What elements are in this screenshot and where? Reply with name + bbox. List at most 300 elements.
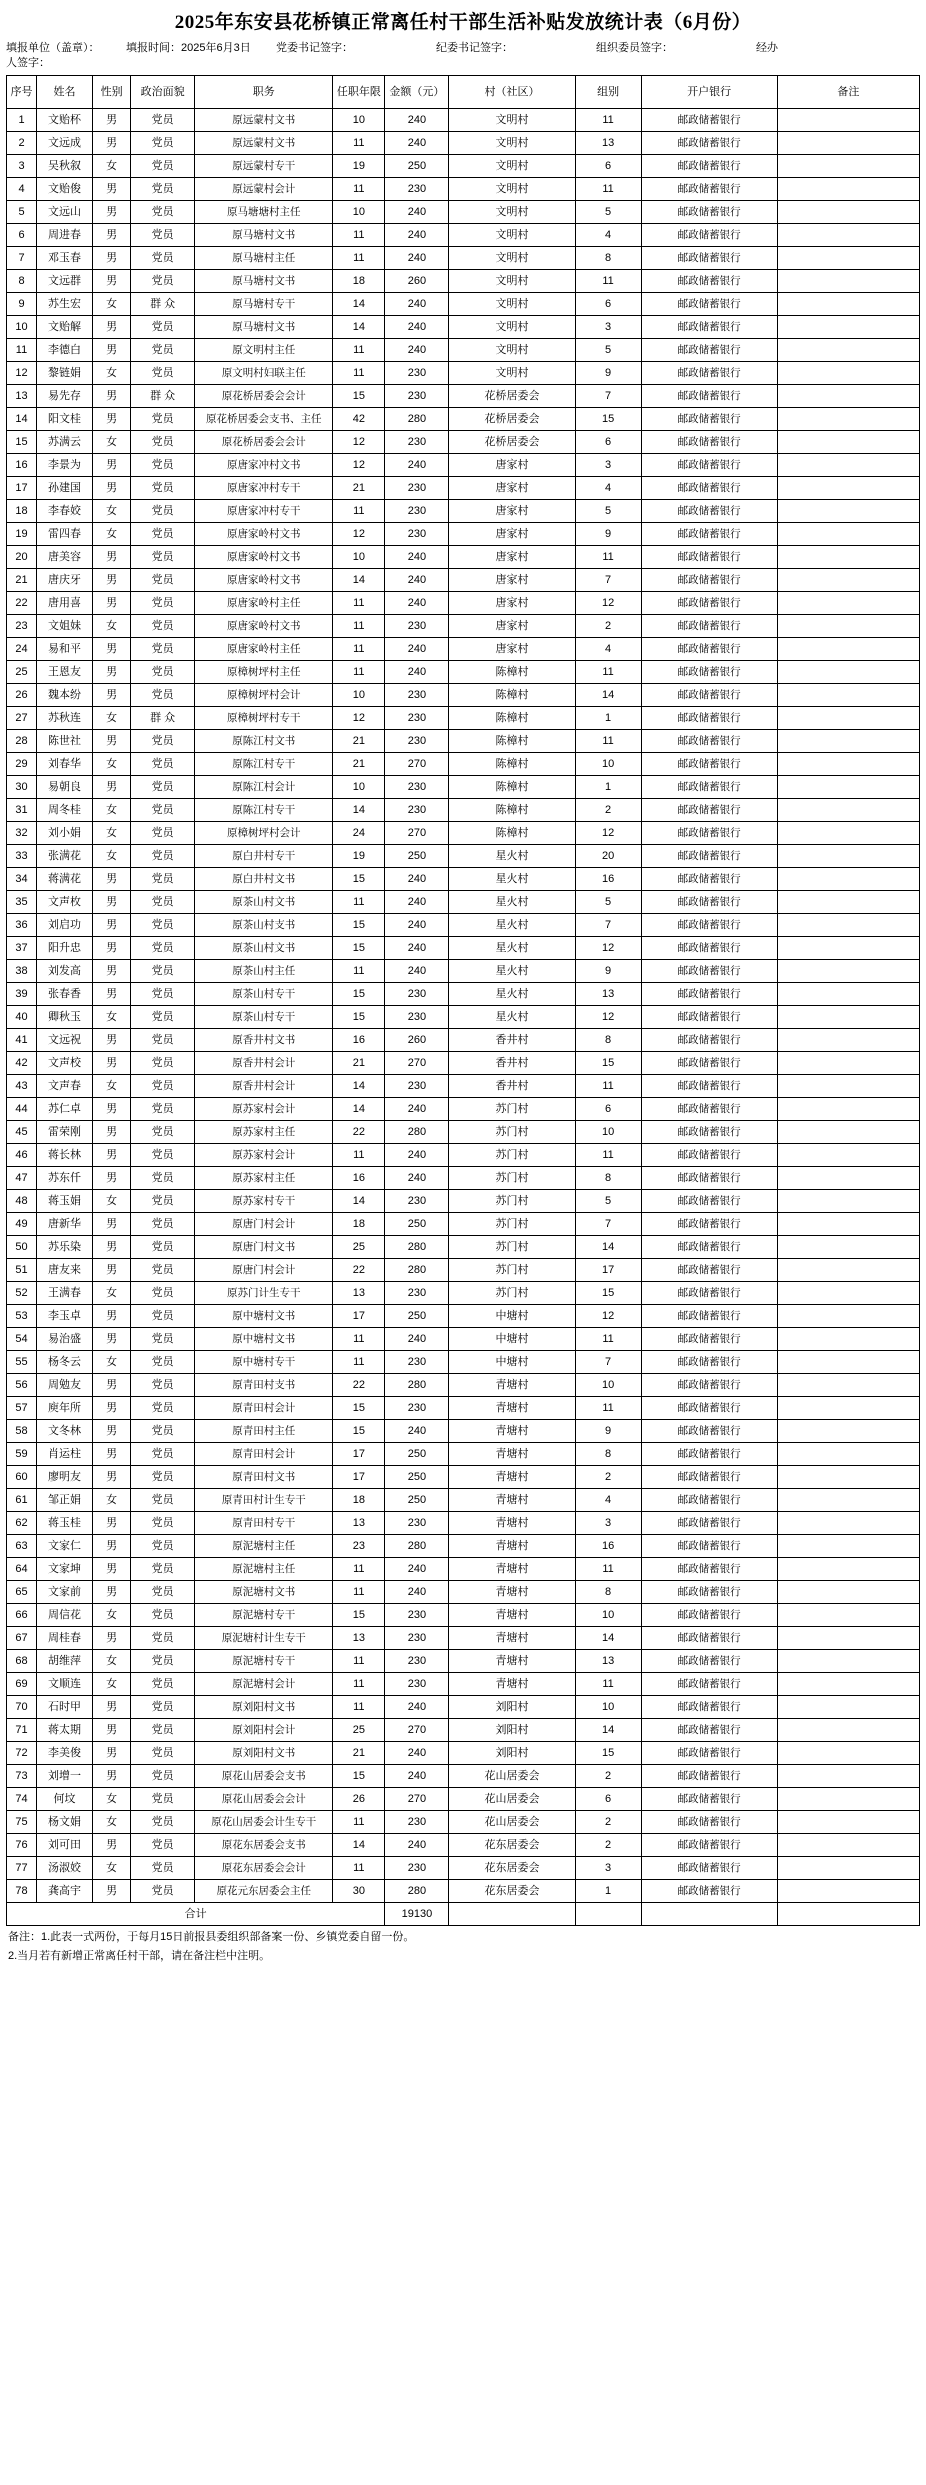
table-row xyxy=(7,1443,920,1466)
row-duty: 原陈江村会计 xyxy=(195,776,333,799)
row-index: 38 xyxy=(7,960,37,983)
row-sex: 男 xyxy=(93,1144,131,1167)
table-row xyxy=(7,822,920,845)
row-name: 文家仁 xyxy=(37,1535,93,1558)
row-remark xyxy=(777,1075,919,1098)
col-amount: 金额（元） xyxy=(385,76,449,109)
row-amount: 230 xyxy=(385,1512,449,1535)
row-index: 1 xyxy=(7,109,37,132)
row-amount: 240 xyxy=(385,661,449,684)
row-village: 青塘村 xyxy=(449,1489,575,1512)
row-duty: 原唐家岭村主任 xyxy=(195,638,333,661)
row-index: 25 xyxy=(7,661,37,684)
row-group: 16 xyxy=(575,868,641,891)
row-years: 18 xyxy=(333,1489,385,1512)
meta-date xyxy=(126,41,276,56)
table-row xyxy=(7,914,920,937)
row-bank: 邮政储蓄银行 xyxy=(641,477,777,500)
row-group: 14 xyxy=(575,684,641,707)
row-group: 3 xyxy=(575,454,641,477)
row-sex: 男 xyxy=(93,270,131,293)
row-sex: 女 xyxy=(93,822,131,845)
row-duty: 原刘阳村会计 xyxy=(195,1719,333,1742)
table-row xyxy=(7,1857,920,1880)
row-sex: 男 xyxy=(93,1397,131,1420)
row-group: 16 xyxy=(575,1535,641,1558)
row-amount: 230 xyxy=(385,615,449,638)
row-remark xyxy=(777,684,919,707)
row-bank: 邮政储蓄银行 xyxy=(641,1121,777,1144)
row-years: 22 xyxy=(333,1121,385,1144)
row-index: 29 xyxy=(7,753,37,776)
row-sex: 男 xyxy=(93,1765,131,1788)
row-index: 53 xyxy=(7,1305,37,1328)
row-years: 11 xyxy=(333,247,385,270)
row-duty: 原唐家岭村文书 xyxy=(195,615,333,638)
row-village: 青塘村 xyxy=(449,1535,575,1558)
table-row xyxy=(7,247,920,270)
row-bank: 邮政储蓄银行 xyxy=(641,661,777,684)
page-title: 2025年东安县花桥镇正常离任村干部生活补贴发放统计表（6月份） xyxy=(174,12,752,33)
row-duty: 原花桥居委会支书、主任 xyxy=(195,408,333,431)
row-bank: 邮政储蓄银行 xyxy=(641,799,777,822)
row-remark xyxy=(777,293,919,316)
row-amount: 260 xyxy=(385,1029,449,1052)
row-name: 庾年所 xyxy=(37,1397,93,1420)
row-index: 37 xyxy=(7,937,37,960)
row-remark xyxy=(777,1259,919,1282)
row-political-status: 党员 xyxy=(131,523,195,546)
row-village: 文明村 xyxy=(449,339,575,362)
row-name: 刘发高 xyxy=(37,960,93,983)
row-index: 15 xyxy=(7,431,37,454)
row-amount: 230 xyxy=(385,385,449,408)
row-duty: 原泥塘村会计 xyxy=(195,1673,333,1696)
row-sex: 男 xyxy=(93,1213,131,1236)
row-amount: 240 xyxy=(385,1742,449,1765)
row-bank: 邮政储蓄银行 xyxy=(641,1305,777,1328)
table-row xyxy=(7,661,920,684)
row-years: 23 xyxy=(333,1535,385,1558)
row-political-status: 党员 xyxy=(131,569,195,592)
row-group: 2 xyxy=(575,1811,641,1834)
total-amount: 19130 xyxy=(385,1903,449,1926)
meta-org-sign xyxy=(596,41,756,56)
row-duty: 原青田村主任 xyxy=(195,1420,333,1443)
row-years: 11 xyxy=(333,132,385,155)
row-political-status: 党员 xyxy=(131,1167,195,1190)
row-years: 17 xyxy=(333,1443,385,1466)
row-index: 22 xyxy=(7,592,37,615)
row-sex: 男 xyxy=(93,914,131,937)
row-duty: 原茶山村主任 xyxy=(195,960,333,983)
row-name: 刘春华 xyxy=(37,753,93,776)
row-group: 8 xyxy=(575,1029,641,1052)
table-row xyxy=(7,408,920,431)
row-years: 21 xyxy=(333,477,385,500)
row-duty: 原泥塘村主任 xyxy=(195,1535,333,1558)
row-political-status: 党员 xyxy=(131,661,195,684)
row-sex: 男 xyxy=(93,1420,131,1443)
row-years: 10 xyxy=(333,546,385,569)
row-amount: 250 xyxy=(385,1305,449,1328)
row-years: 11 xyxy=(333,500,385,523)
row-bank: 邮政储蓄银行 xyxy=(641,1420,777,1443)
row-amount: 280 xyxy=(385,1880,449,1903)
row-years: 16 xyxy=(333,1167,385,1190)
row-remark xyxy=(777,569,919,592)
row-group: 15 xyxy=(575,1052,641,1075)
row-bank: 邮政储蓄银行 xyxy=(641,960,777,983)
row-bank: 邮政储蓄银行 xyxy=(641,1167,777,1190)
row-political-status: 党员 xyxy=(131,1650,195,1673)
row-political-status: 党员 xyxy=(131,1834,195,1857)
row-duty: 原花东居委会会计 xyxy=(195,1857,333,1880)
row-index: 6 xyxy=(7,224,37,247)
row-bank: 邮政储蓄银行 xyxy=(641,1075,777,1098)
row-index: 54 xyxy=(7,1328,37,1351)
row-name: 刘小娟 xyxy=(37,822,93,845)
row-duty: 原花桥居委会会计 xyxy=(195,431,333,454)
row-group: 2 xyxy=(575,1765,641,1788)
row-years: 15 xyxy=(333,914,385,937)
row-years: 11 xyxy=(333,1696,385,1719)
row-name: 文家前 xyxy=(37,1581,93,1604)
row-political-status: 党员 xyxy=(131,638,195,661)
row-index: 51 xyxy=(7,1259,37,1282)
row-village: 陈樟村 xyxy=(449,776,575,799)
row-sex: 男 xyxy=(93,1880,131,1903)
row-political-status: 党员 xyxy=(131,1144,195,1167)
row-group: 1 xyxy=(575,707,641,730)
row-name: 唐用喜 xyxy=(37,592,93,615)
row-amount: 240 xyxy=(385,109,449,132)
row-name: 易先存 xyxy=(37,385,93,408)
row-index: 13 xyxy=(7,385,37,408)
row-village: 香井村 xyxy=(449,1029,575,1052)
row-years: 11 xyxy=(333,592,385,615)
row-duty: 原青田村会计 xyxy=(195,1397,333,1420)
row-village: 花桥居委会 xyxy=(449,408,575,431)
row-name: 李美俊 xyxy=(37,1742,93,1765)
row-name: 李玉卓 xyxy=(37,1305,93,1328)
table-row xyxy=(7,592,920,615)
row-political-status: 党员 xyxy=(131,454,195,477)
row-duty: 原远蒙村文书 xyxy=(195,109,333,132)
col-name: 姓名 xyxy=(37,76,93,109)
row-political-status: 党员 xyxy=(131,615,195,638)
row-village: 文明村 xyxy=(449,178,575,201)
row-amount: 240 xyxy=(385,1144,449,1167)
row-remark xyxy=(777,201,919,224)
row-duty: 原陈江村文书 xyxy=(195,730,333,753)
row-political-status: 群 众 xyxy=(131,707,195,730)
row-group: 10 xyxy=(575,1696,641,1719)
table-row xyxy=(7,684,920,707)
row-village: 青塘村 xyxy=(449,1558,575,1581)
footnote-2: 2.当月若有新增正常离任村干部，请在备注栏中注明。 xyxy=(8,1950,271,1962)
row-sex: 男 xyxy=(93,661,131,684)
row-sex: 男 xyxy=(93,1627,131,1650)
row-index: 24 xyxy=(7,638,37,661)
row-remark xyxy=(777,1627,919,1650)
row-political-status: 党员 xyxy=(131,753,195,776)
row-index: 74 xyxy=(7,1788,37,1811)
row-amount: 240 xyxy=(385,1420,449,1443)
row-political-status: 党员 xyxy=(131,1397,195,1420)
row-duty: 原茶山村文书 xyxy=(195,891,333,914)
row-amount: 270 xyxy=(385,1719,449,1742)
row-duty: 原中塘村文书 xyxy=(195,1328,333,1351)
row-index: 55 xyxy=(7,1351,37,1374)
row-remark xyxy=(777,1443,919,1466)
row-years: 19 xyxy=(333,845,385,868)
row-amount: 280 xyxy=(385,1535,449,1558)
row-amount: 240 xyxy=(385,1098,449,1121)
row-duty: 原樟树坪村专干 xyxy=(195,707,333,730)
row-amount: 250 xyxy=(385,1443,449,1466)
row-name: 龚高宇 xyxy=(37,1880,93,1903)
row-bank: 邮政储蓄银行 xyxy=(641,1144,777,1167)
row-duty: 原苏家村主任 xyxy=(195,1121,333,1144)
row-village: 陈樟村 xyxy=(449,753,575,776)
table-row xyxy=(7,155,920,178)
row-amount: 230 xyxy=(385,730,449,753)
row-years: 12 xyxy=(333,707,385,730)
row-political-status: 党员 xyxy=(131,1811,195,1834)
row-years: 26 xyxy=(333,1788,385,1811)
row-village: 唐家村 xyxy=(449,592,575,615)
row-sex: 男 xyxy=(93,132,131,155)
row-group: 4 xyxy=(575,224,641,247)
row-group: 12 xyxy=(575,822,641,845)
row-remark xyxy=(777,270,919,293)
row-years: 12 xyxy=(333,454,385,477)
row-political-status: 党员 xyxy=(131,201,195,224)
row-duty: 原唐门村会计 xyxy=(195,1213,333,1236)
row-remark xyxy=(777,1236,919,1259)
row-group: 5 xyxy=(575,1190,641,1213)
meta-discipline-sign xyxy=(436,41,596,56)
row-village: 香井村 xyxy=(449,1075,575,1098)
row-bank: 邮政储蓄银行 xyxy=(641,1489,777,1512)
row-sex: 女 xyxy=(93,431,131,454)
row-index: 9 xyxy=(7,293,37,316)
table-row xyxy=(7,316,920,339)
row-amount: 280 xyxy=(385,1236,449,1259)
row-political-status: 党员 xyxy=(131,1190,195,1213)
row-sex: 女 xyxy=(93,1673,131,1696)
row-village: 花桥居委会 xyxy=(449,385,575,408)
row-sex: 男 xyxy=(93,178,131,201)
row-years: 25 xyxy=(333,1236,385,1259)
row-years: 11 xyxy=(333,615,385,638)
row-amount: 230 xyxy=(385,1282,449,1305)
row-bank: 邮政储蓄银行 xyxy=(641,1351,777,1374)
row-political-status: 党员 xyxy=(131,822,195,845)
row-bank: 邮政储蓄银行 xyxy=(641,1719,777,1742)
row-name: 肖运柱 xyxy=(37,1443,93,1466)
row-index: 3 xyxy=(7,155,37,178)
row-amount: 240 xyxy=(385,293,449,316)
row-years: 15 xyxy=(333,1006,385,1029)
row-name: 周冬桂 xyxy=(37,799,93,822)
row-index: 69 xyxy=(7,1673,37,1696)
row-village: 陈樟村 xyxy=(449,684,575,707)
row-village: 文明村 xyxy=(449,270,575,293)
row-amount: 240 xyxy=(385,937,449,960)
row-years: 15 xyxy=(333,983,385,1006)
row-bank: 邮政储蓄银行 xyxy=(641,983,777,1006)
row-remark xyxy=(777,1121,919,1144)
row-sex: 女 xyxy=(93,1811,131,1834)
row-index: 76 xyxy=(7,1834,37,1857)
row-group: 20 xyxy=(575,845,641,868)
row-years: 10 xyxy=(333,201,385,224)
row-remark xyxy=(777,132,919,155)
meta-discipline-sign-label: 纪委书记签字： xyxy=(436,42,513,54)
row-sex: 女 xyxy=(93,1075,131,1098)
table-row xyxy=(7,569,920,592)
row-political-status: 党员 xyxy=(131,1282,195,1305)
row-sex: 男 xyxy=(93,477,131,500)
row-remark xyxy=(777,1006,919,1029)
row-amount: 240 xyxy=(385,1834,449,1857)
row-political-status: 党员 xyxy=(131,1328,195,1351)
row-duty: 原唐门村会计 xyxy=(195,1259,333,1282)
row-political-status: 党员 xyxy=(131,1604,195,1627)
row-political-status: 党员 xyxy=(131,1719,195,1742)
row-political-status: 党员 xyxy=(131,362,195,385)
table-header-row xyxy=(7,76,920,109)
table-row xyxy=(7,1213,920,1236)
row-remark xyxy=(777,408,919,431)
row-amount: 230 xyxy=(385,684,449,707)
row-name: 苏满云 xyxy=(37,431,93,454)
row-index: 52 xyxy=(7,1282,37,1305)
row-group: 7 xyxy=(575,1213,641,1236)
row-duty: 原马塘村文书 xyxy=(195,270,333,293)
row-village: 青塘村 xyxy=(449,1466,575,1489)
row-amount: 260 xyxy=(385,270,449,293)
row-sex: 女 xyxy=(93,1282,131,1305)
row-sex: 男 xyxy=(93,1121,131,1144)
table-row xyxy=(7,707,920,730)
row-bank: 邮政储蓄银行 xyxy=(641,1604,777,1627)
row-duty: 原樟树坪村会计 xyxy=(195,684,333,707)
row-index: 41 xyxy=(7,1029,37,1052)
row-village: 星火村 xyxy=(449,891,575,914)
row-name: 王恩友 xyxy=(37,661,93,684)
row-remark xyxy=(777,615,919,638)
row-remark xyxy=(777,316,919,339)
row-amount: 230 xyxy=(385,1627,449,1650)
row-group: 5 xyxy=(575,339,641,362)
row-duty: 原泥塘村主任 xyxy=(195,1558,333,1581)
row-political-status: 党员 xyxy=(131,316,195,339)
row-political-status: 党员 xyxy=(131,960,195,983)
row-bank: 邮政储蓄银行 xyxy=(641,1029,777,1052)
row-sex: 男 xyxy=(93,201,131,224)
row-village: 文明村 xyxy=(449,293,575,316)
row-duty: 原唐家岭村文书 xyxy=(195,546,333,569)
row-political-status: 党员 xyxy=(131,1236,195,1259)
row-village: 苏门村 xyxy=(449,1236,575,1259)
row-political-status: 党员 xyxy=(131,914,195,937)
row-sex: 男 xyxy=(93,868,131,891)
row-name: 雷荣刚 xyxy=(37,1121,93,1144)
row-index: 18 xyxy=(7,500,37,523)
row-duty: 原苏家村专干 xyxy=(195,1190,333,1213)
row-village: 唐家村 xyxy=(449,638,575,661)
row-index: 11 xyxy=(7,339,37,362)
table-row xyxy=(7,1167,920,1190)
row-years: 22 xyxy=(333,1374,385,1397)
row-years: 21 xyxy=(333,753,385,776)
row-sex: 男 xyxy=(93,684,131,707)
row-remark xyxy=(777,845,919,868)
row-name: 苏秋连 xyxy=(37,707,93,730)
row-duty: 原中塘村文书 xyxy=(195,1305,333,1328)
row-political-status: 党员 xyxy=(131,1029,195,1052)
row-index: 72 xyxy=(7,1742,37,1765)
row-index: 31 xyxy=(7,799,37,822)
row-group: 11 xyxy=(575,270,641,293)
row-group: 10 xyxy=(575,1121,641,1144)
row-bank: 邮政储蓄银行 xyxy=(641,592,777,615)
row-group: 3 xyxy=(575,316,641,339)
row-village: 青塘村 xyxy=(449,1650,575,1673)
row-amount: 240 xyxy=(385,546,449,569)
table-row xyxy=(7,1650,920,1673)
row-remark xyxy=(777,1144,919,1167)
row-name: 石时甲 xyxy=(37,1696,93,1719)
row-amount: 240 xyxy=(385,1696,449,1719)
row-group: 11 xyxy=(575,1328,641,1351)
row-group: 13 xyxy=(575,1650,641,1673)
row-index: 77 xyxy=(7,1857,37,1880)
row-years: 11 xyxy=(333,1650,385,1673)
row-sex: 男 xyxy=(93,109,131,132)
row-village: 花东居委会 xyxy=(449,1880,575,1903)
row-remark xyxy=(777,983,919,1006)
row-bank: 邮政储蓄银行 xyxy=(641,1673,777,1696)
table-row xyxy=(7,730,920,753)
row-duty: 原唐家岭村文书 xyxy=(195,523,333,546)
row-political-status: 党员 xyxy=(131,1489,195,1512)
row-index: 42 xyxy=(7,1052,37,1075)
row-remark xyxy=(777,1374,919,1397)
row-duty: 原青田村专干 xyxy=(195,1512,333,1535)
row-political-status: 党员 xyxy=(131,408,195,431)
row-amount: 250 xyxy=(385,845,449,868)
row-name: 文冬林 xyxy=(37,1420,93,1443)
footnote-1: 备注：1.此表一式两份，于每月15日前报县委组织部备案一份、乡镇党委自留一份。 xyxy=(8,1931,415,1943)
table-row xyxy=(7,1604,920,1627)
row-political-status: 党员 xyxy=(131,1627,195,1650)
row-remark xyxy=(777,385,919,408)
row-political-status: 党员 xyxy=(131,799,195,822)
row-sex: 女 xyxy=(93,293,131,316)
table-row xyxy=(7,1489,920,1512)
row-name: 苏仁卓 xyxy=(37,1098,93,1121)
row-index: 4 xyxy=(7,178,37,201)
row-group: 8 xyxy=(575,247,641,270)
row-years: 42 xyxy=(333,408,385,431)
row-group: 4 xyxy=(575,1489,641,1512)
row-years: 22 xyxy=(333,1259,385,1282)
row-bank: 邮政储蓄银行 xyxy=(641,1581,777,1604)
